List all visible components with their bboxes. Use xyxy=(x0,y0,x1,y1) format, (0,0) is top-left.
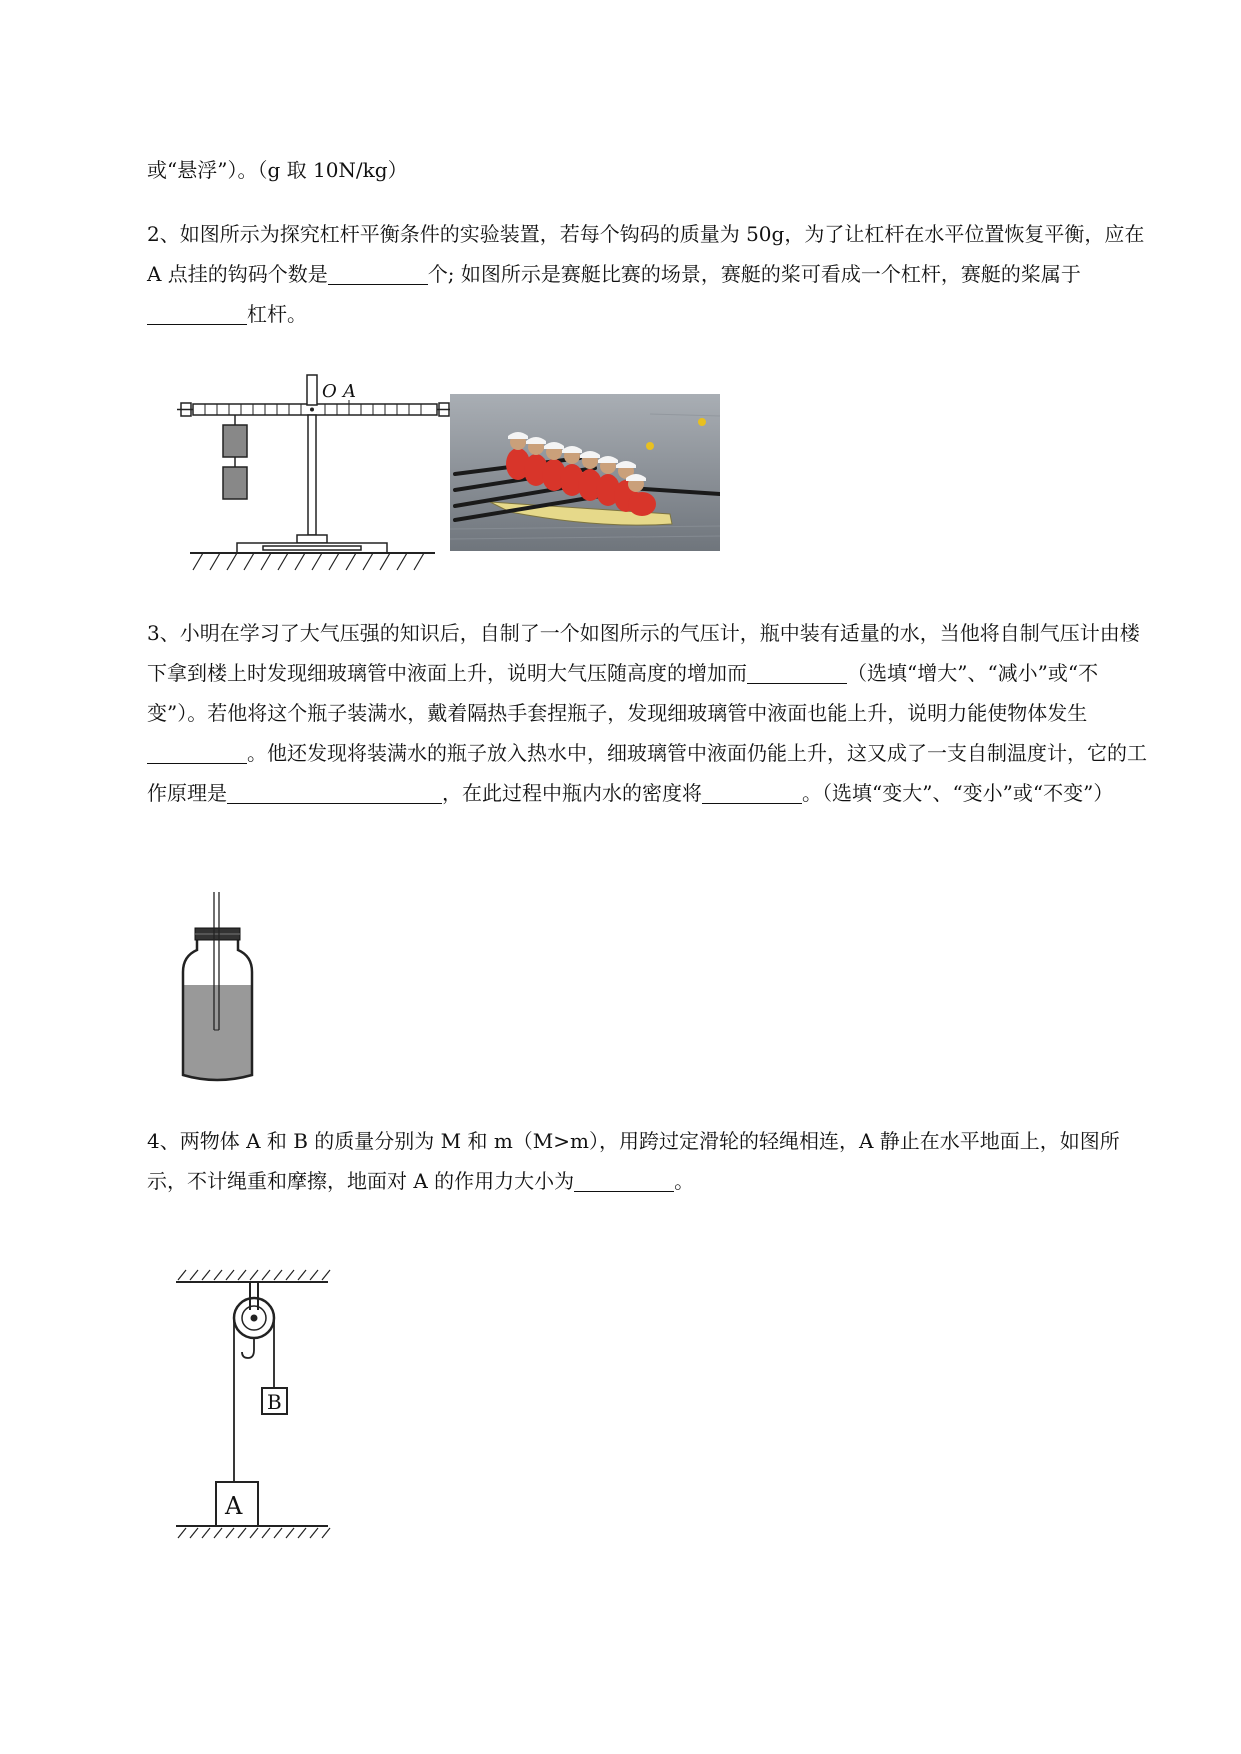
answer-blank-lever-type[interactable] xyxy=(147,300,247,325)
question-4-text-1: 4、两物体 A 和 B 的质量分别为 M 和 m（M>m），用跨过定滑轮的轻绳相连，A 静止在水平地面上，如图所示，不计绳重和摩擦，地面对 A 的作用力大小为 xyxy=(147,1129,1120,1193)
answer-blank-support-force[interactable] xyxy=(574,1167,674,1192)
question-3 xyxy=(147,613,1152,813)
question-2-text-3: 杠杆。 xyxy=(247,302,307,326)
block-b-label: B xyxy=(267,1390,282,1414)
lever-label-a: A xyxy=(343,381,356,402)
rowing-photo xyxy=(450,394,720,551)
question-1-tail-text: 或“悬浮”）。（g 取 10N/kg） xyxy=(147,158,408,182)
question-3-text-3: 。他还发现将装满水的瓶子放入热水中，细玻璃管中液面仍能上升，这又成了一支自制温度计，它的工作原理是 xyxy=(147,741,1147,805)
question-2 xyxy=(147,214,1152,334)
barometer-bottle-figure xyxy=(175,890,265,1090)
answer-blank-hook-count[interactable] xyxy=(328,260,428,285)
block-a-label: A xyxy=(225,1492,243,1520)
answer-blank-working-principle[interactable] xyxy=(227,779,442,804)
pulley-figure xyxy=(172,1262,332,1552)
question-2-text-2: 个; 如图所示是赛艇比赛的场景，赛艇的桨可看成一个杠杆，赛艇的桨属于 xyxy=(427,262,1081,286)
question-4 xyxy=(147,1121,1152,1201)
question-3-text-5: 。（选填“变大”、“变小”或“不变”） xyxy=(802,781,1114,805)
answer-blank-pressure-change[interactable] xyxy=(747,659,847,684)
question-3-text-2: （选填“增大”、“减小”或“不变”）。若他将这个瓶子装满水，戴着隔热手套捏瓶子，发现细玻璃管中液面也能上升，说明力能使物体发生 xyxy=(147,661,1099,725)
question-2-text-1: 2、如图所示为探究杠杆平衡条件的实验装置，若每个钩码的质量为 50g，为了让杠杆在水平位置恢复平衡，应在 A 点挂的钩码个数是 xyxy=(147,222,1145,286)
answer-blank-deformation[interactable] xyxy=(147,739,247,764)
question-3-text-4: ，在此过程中瓶内水的密度将 xyxy=(442,781,702,805)
question-1-tail xyxy=(147,150,1152,190)
question-4-text-2: 。 xyxy=(674,1169,695,1193)
lever-apparatus-figure xyxy=(175,370,455,575)
question-3-text-1: 3、小明在学习了大气压强的知识后，自制了一个如图所示的气压计，瓶中装有适量的水，当他将自制气压计由楼下拿到楼上时发现细玻璃管中液面上升，说明大气压随高度的增加而 xyxy=(147,621,1140,685)
lever-label-o: O xyxy=(322,381,337,402)
answer-blank-density-change[interactable] xyxy=(702,779,802,804)
